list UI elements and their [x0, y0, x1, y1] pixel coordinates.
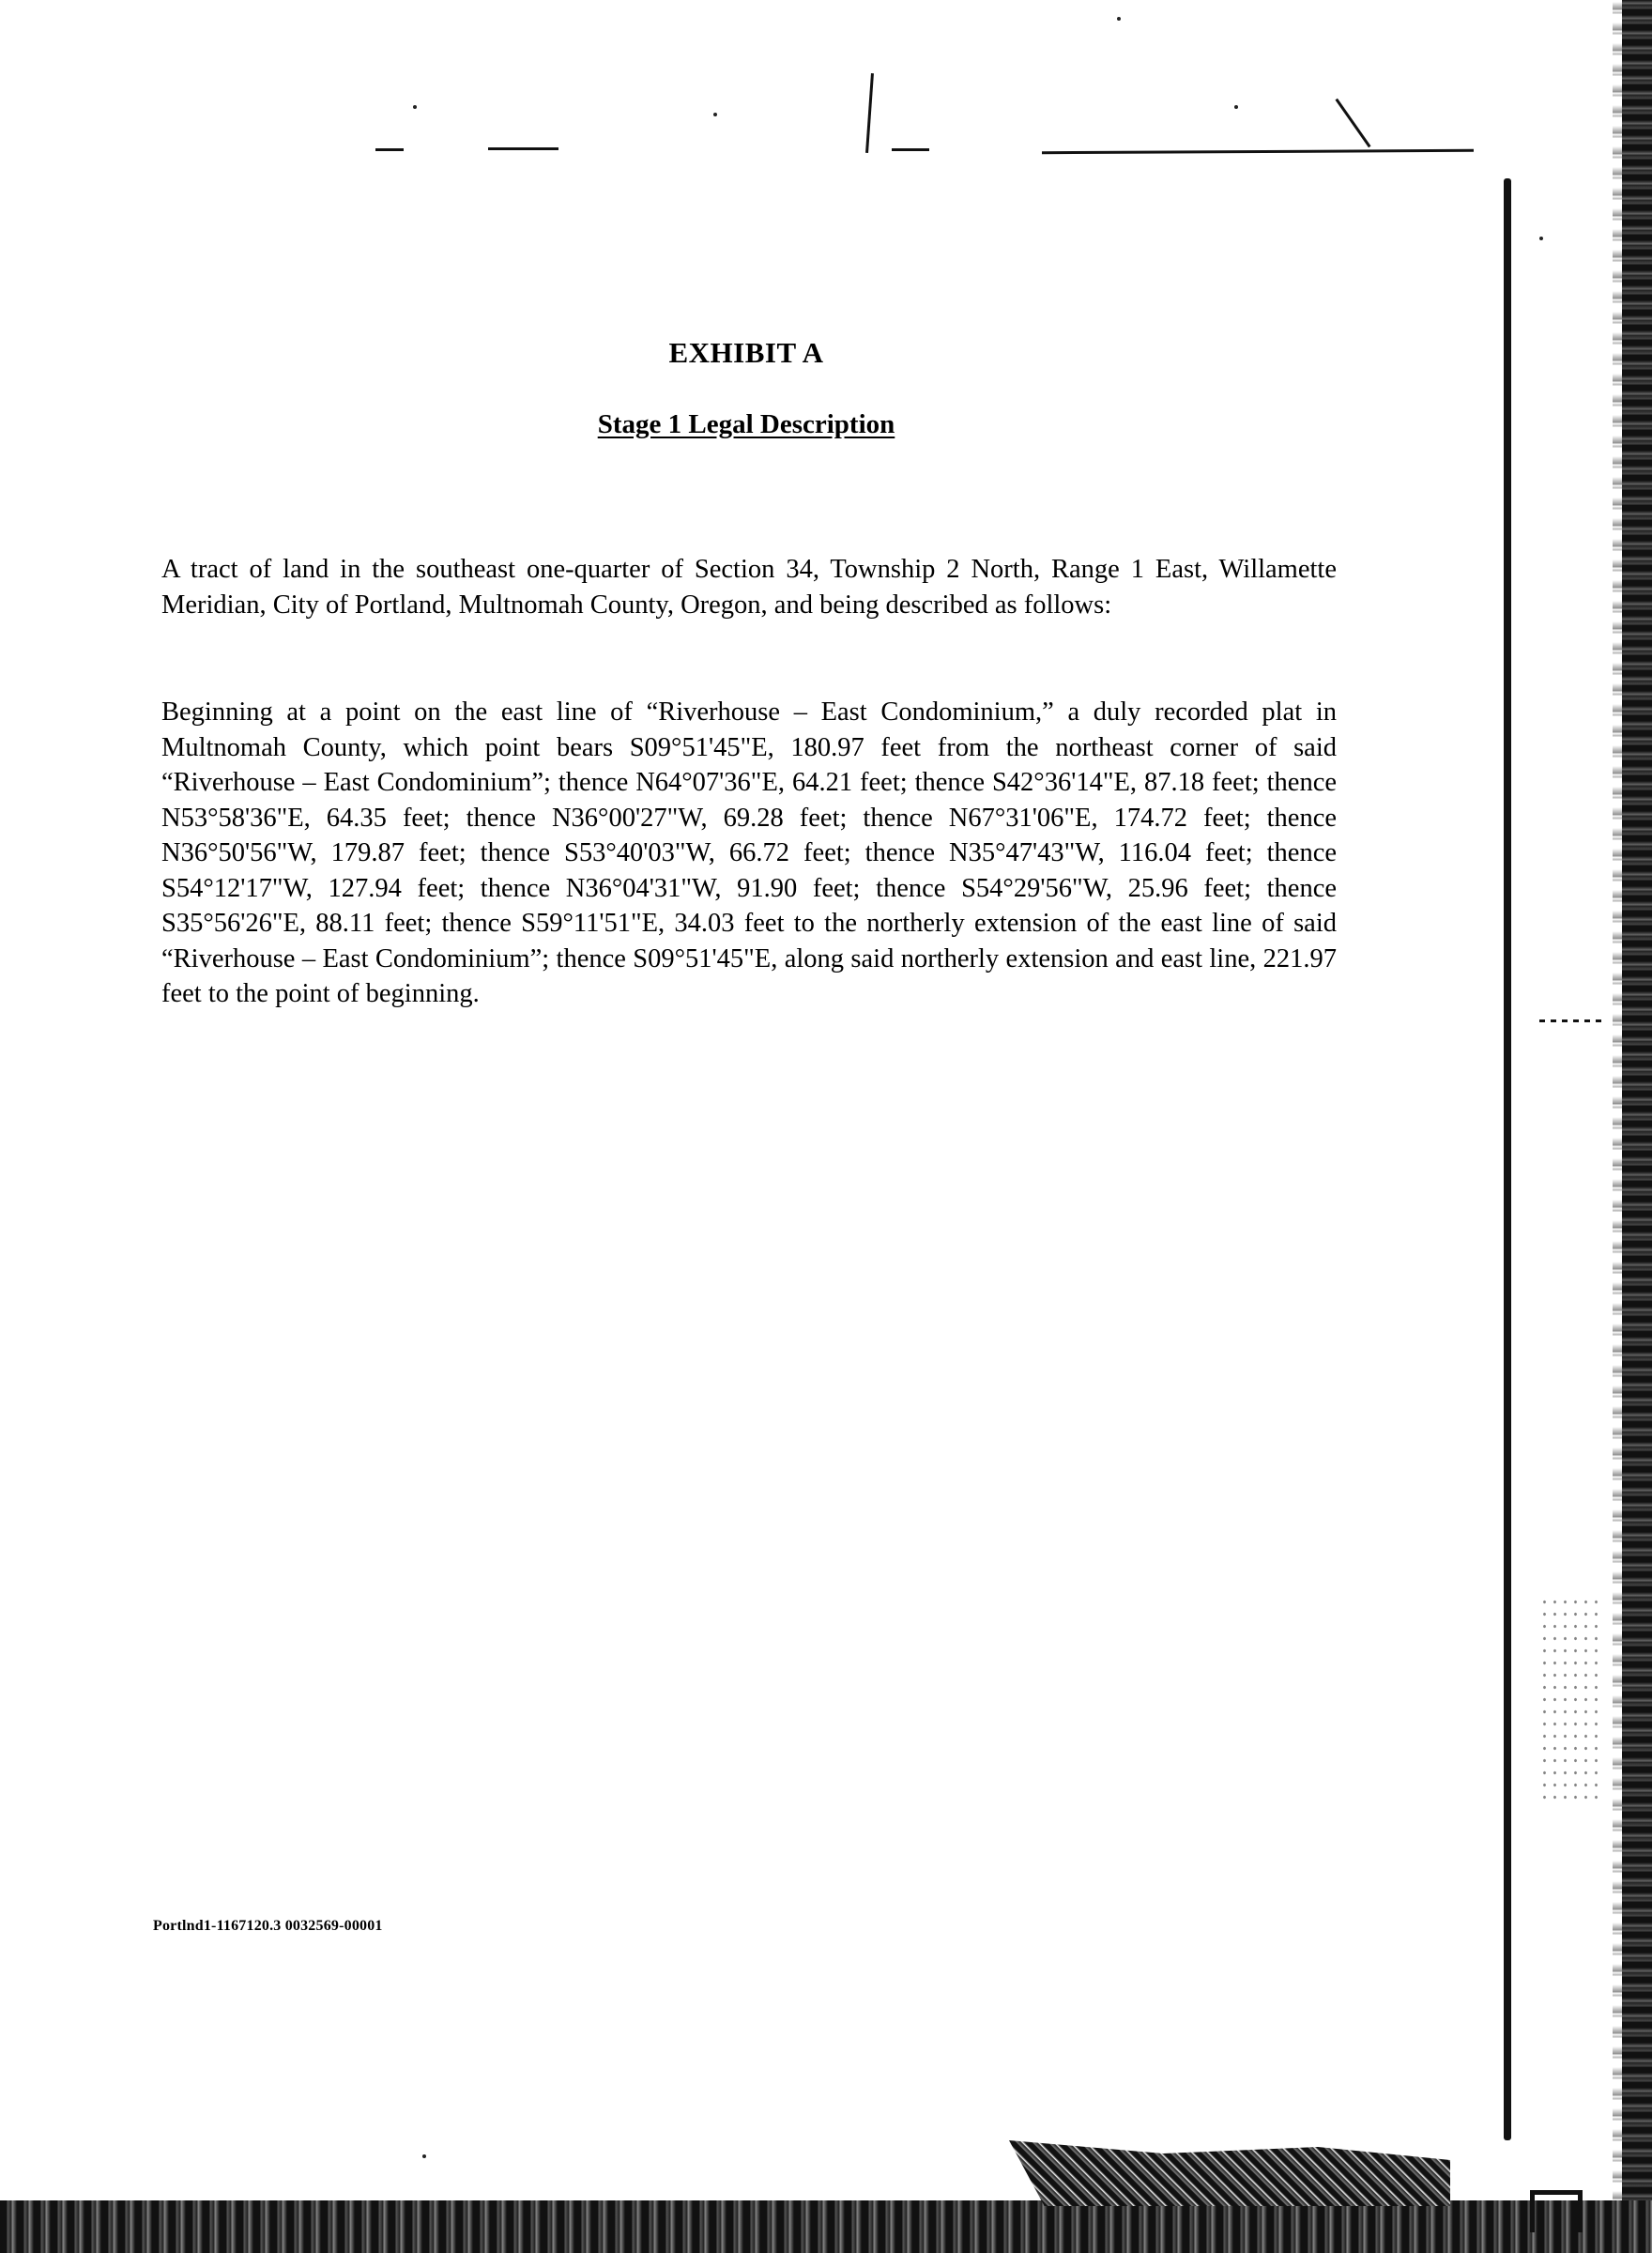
scan-top-mark	[1335, 99, 1370, 148]
scan-speck	[1539, 237, 1543, 240]
boundary-description-paragraph: Beginning at a point on the east line of “Riverhouse – East Condominium,” a duly recorded plat in Multnomah County, which point bears S09°51'45"E, 180.97 feet from the northeast corner of said “Riverhouse – East Condominium”; thence N64°07'36"E, 64.21 feet; thence S42°36'14"E, 87.18 feet; thence N53°58'36"E, 64.35 feet; thence N36°00'27"W, 69.28 feet; thence N67°31'06"E, 174.72 feet; thence N36°50'56"W, 179.87 feet; thence S53°40'03"W, 66.72 feet; thence N35°47'43"W, 116.04 feet; thence S54°12'17"W, 127.94 feet; thence N36°04'31"W, 91.90 feet; thence S54°29'56"W, 25.96 feet; thence S35°56'26"E, 88.11 feet; thence S59°11'51"E, 34.03 feet to the northerly extension of the east line of said “Riverhouse – East Condominium”; thence S09°51'45"E, along said northerly extension and east line, 221.97 feet to the point of beginning.	[161, 697, 1337, 1008]
scan-speck	[422, 2154, 426, 2158]
scan-top-mark	[375, 148, 404, 151]
scan-speckle	[1539, 1596, 1605, 1802]
scan-edge-noise	[1613, 0, 1622, 2253]
scan-top-mark	[1042, 149, 1474, 154]
scan-speck	[1234, 105, 1238, 109]
scan-dash-mark	[1539, 1019, 1605, 1022]
page-edge-line	[1504, 178, 1511, 2140]
tract-description-paragraph: A tract of land in the southeast one-quarter of Section 34, Township 2 North, Range 1 East, Willamette Meridian, City of Portland, Multnomah County, Oregon, and being described as follows:	[161, 555, 1337, 620]
document-reference-code: Portlnd1-1167120.3 0032569-00001	[153, 1918, 383, 1934]
scan-top-mark	[488, 147, 558, 150]
scan-smudge	[1009, 2140, 1450, 2206]
scan-edge-bottom	[0, 2200, 1652, 2253]
scan-top-mark	[865, 73, 874, 153]
page-title: EXHIBIT A	[668, 336, 824, 369]
scan-speck	[413, 105, 417, 109]
scan-speck	[713, 113, 717, 116]
page-subtitle: Stage 1 Legal Description	[597, 409, 895, 439]
scan-mark-box	[1530, 2190, 1583, 2232]
scan-top-mark	[892, 148, 929, 151]
scan-speck	[1117, 17, 1121, 21]
scan-edge-right	[1622, 0, 1652, 2253]
